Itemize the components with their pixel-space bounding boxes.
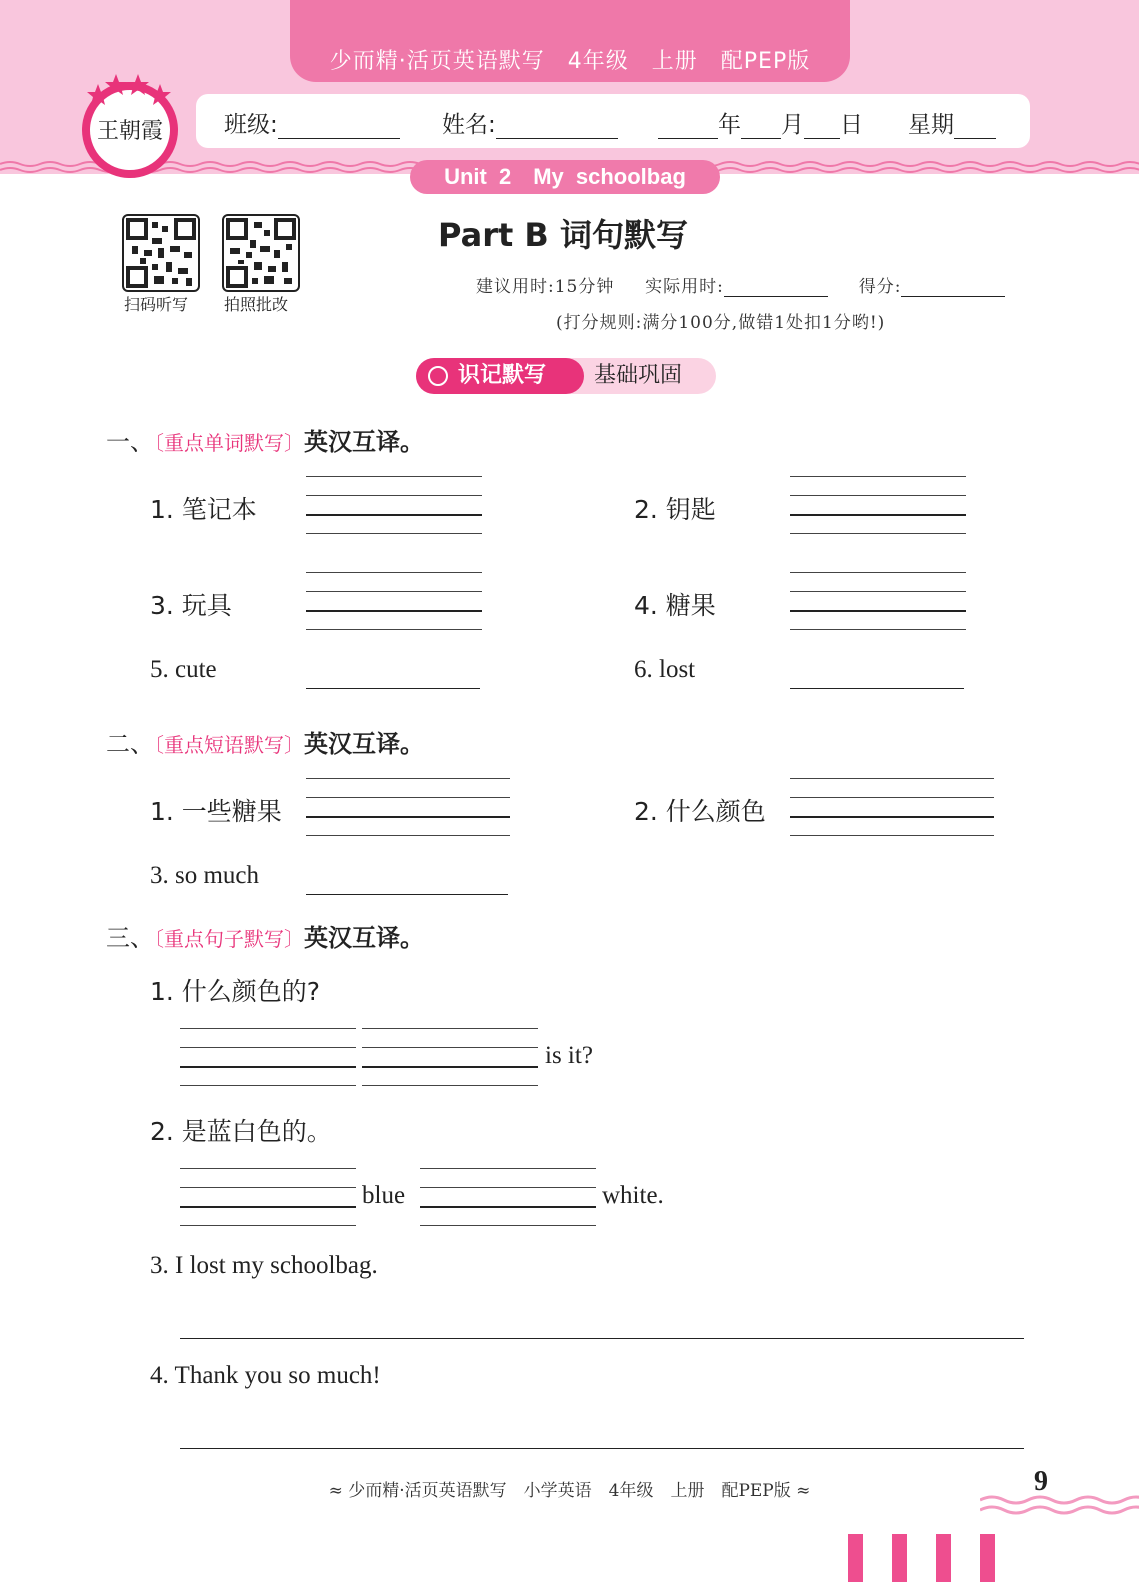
phrase-item-3: 3. so much: [150, 862, 260, 889]
class-field[interactable]: [224, 106, 400, 139]
phrase-item-2: 2. 什么颜色: [634, 797, 766, 826]
weekday-label: 星期: [908, 112, 954, 138]
answer-line-word-6[interactable]: [790, 688, 964, 689]
actual-time-label: 实际用时:: [645, 277, 724, 297]
word-item-6: 6. lost: [634, 656, 696, 683]
book-title: 少而精·活页英语默写 4年级 上册 配PEP版: [329, 49, 811, 74]
answer-line-word-5[interactable]: [306, 688, 480, 689]
footer-bar-4: [980, 1534, 995, 1582]
actual-time-field[interactable]: [724, 279, 828, 297]
section-1-heading: [106, 422, 424, 457]
class-label: 班级:: [224, 112, 278, 138]
badge-basic: 基础巩固: [594, 363, 683, 388]
section-3-num: 三、: [106, 924, 154, 952]
footer-bar-1: [848, 1534, 863, 1582]
name-label: 姓名:: [442, 112, 496, 138]
word-item-4: 4. 糖果: [634, 591, 716, 620]
section-2-tag: 〔重点短语默写〕: [154, 733, 304, 757]
student-info-box: [196, 94, 1030, 148]
footer-bar-3: [936, 1534, 951, 1582]
qr-label-photo: 拍照批改: [224, 295, 289, 314]
answer-lines-word-3[interactable]: [306, 572, 482, 630]
answer-lines-sentence-1a[interactable]: [180, 1028, 356, 1086]
sentence-item-4: 4. Thank you so much!: [150, 1362, 381, 1389]
footer-bar-2: [892, 1534, 907, 1582]
answer-line-sentence-3[interactable]: [180, 1338, 1024, 1339]
page-number: 9: [1034, 1466, 1048, 1497]
word-item-5: 5. cute: [150, 656, 217, 683]
qr-label-listen: 扫码听写: [124, 295, 189, 314]
logo-text: 王朝霞: [96, 119, 164, 144]
section-2-heading: [106, 724, 424, 759]
sentence-item-3: 3. I lost my schoolbag.: [150, 1252, 378, 1279]
word-item-3: 3. 玩具: [150, 591, 232, 620]
score-field[interactable]: [901, 279, 1005, 297]
section-1-num: 一、: [106, 428, 154, 456]
answer-lines-sentence-1b[interactable]: [362, 1028, 538, 1086]
footer-text: ≈ 少而精·活页英语默写 小学英语 4年级 上册 配PEP版 ≈: [328, 1481, 811, 1501]
sentence-item-1: 1. 什么颜色的?: [150, 977, 321, 1006]
answer-lines-sentence-2b[interactable]: [420, 1168, 596, 1226]
word-item-2: 2. 钥匙: [634, 495, 716, 524]
score-label: 得分:: [858, 277, 902, 297]
unit-title: Unit 2 My schoolbag: [410, 160, 720, 194]
day-label: 日: [840, 112, 863, 138]
brand-logo: [78, 70, 182, 180]
part-title: Part B 词句默写: [438, 216, 688, 254]
qr-code-listen[interactable]: [122, 214, 200, 292]
badge-memorize: [416, 358, 584, 394]
weekday-field[interactable]: [908, 106, 996, 139]
section-1-tag: 〔重点单词默写〕: [154, 431, 304, 455]
answer-lines-sentence-2a[interactable]: [180, 1168, 356, 1226]
month-label: 月: [781, 112, 804, 138]
section-1-instruction: 英汉互译。: [304, 428, 424, 456]
answer-line-sentence-4[interactable]: [180, 1448, 1024, 1449]
section-3-instruction: 英汉互译。: [304, 924, 424, 952]
answer-lines-word-1[interactable]: [306, 476, 482, 534]
answer-line-phrase-3[interactable]: [306, 894, 508, 895]
section-2-instruction: 英汉互译。: [304, 730, 424, 758]
footer-wave: [980, 1492, 1139, 1522]
sentence-2-suffix: white.: [602, 1182, 664, 1209]
scoring-rule: (打分规则:满分100分,做错1处扣1分哟!): [556, 313, 886, 333]
sentence-1-suffix: is it?: [545, 1042, 593, 1069]
answer-lines-word-4[interactable]: [790, 572, 966, 630]
medal-icon: [428, 366, 448, 386]
answer-lines-phrase-1[interactable]: [306, 778, 510, 836]
section-2-num: 二、: [106, 730, 154, 758]
sentence-2-mid: blue: [362, 1182, 406, 1209]
suggested-time: 建议用时:15分钟: [476, 277, 615, 297]
section-3-heading: [106, 918, 424, 953]
word-item-1: 1. 笔记本: [150, 495, 257, 524]
qr-code-photo[interactable]: [222, 214, 300, 292]
badge-left-label: 识记默写: [458, 363, 547, 388]
section-3-tag: 〔重点句子默写〕: [154, 927, 304, 951]
answer-lines-phrase-2[interactable]: [790, 778, 994, 836]
phrase-item-1: 1. 一些糖果: [150, 797, 282, 826]
sentence-item-2: 2. 是蓝白色的。: [150, 1117, 332, 1146]
answer-lines-word-2[interactable]: [790, 476, 966, 534]
date-field[interactable]: [658, 106, 863, 139]
year-label: 年: [718, 112, 741, 138]
section-badge: [416, 358, 716, 394]
time-info: [476, 272, 1005, 297]
name-field[interactable]: [442, 106, 618, 139]
